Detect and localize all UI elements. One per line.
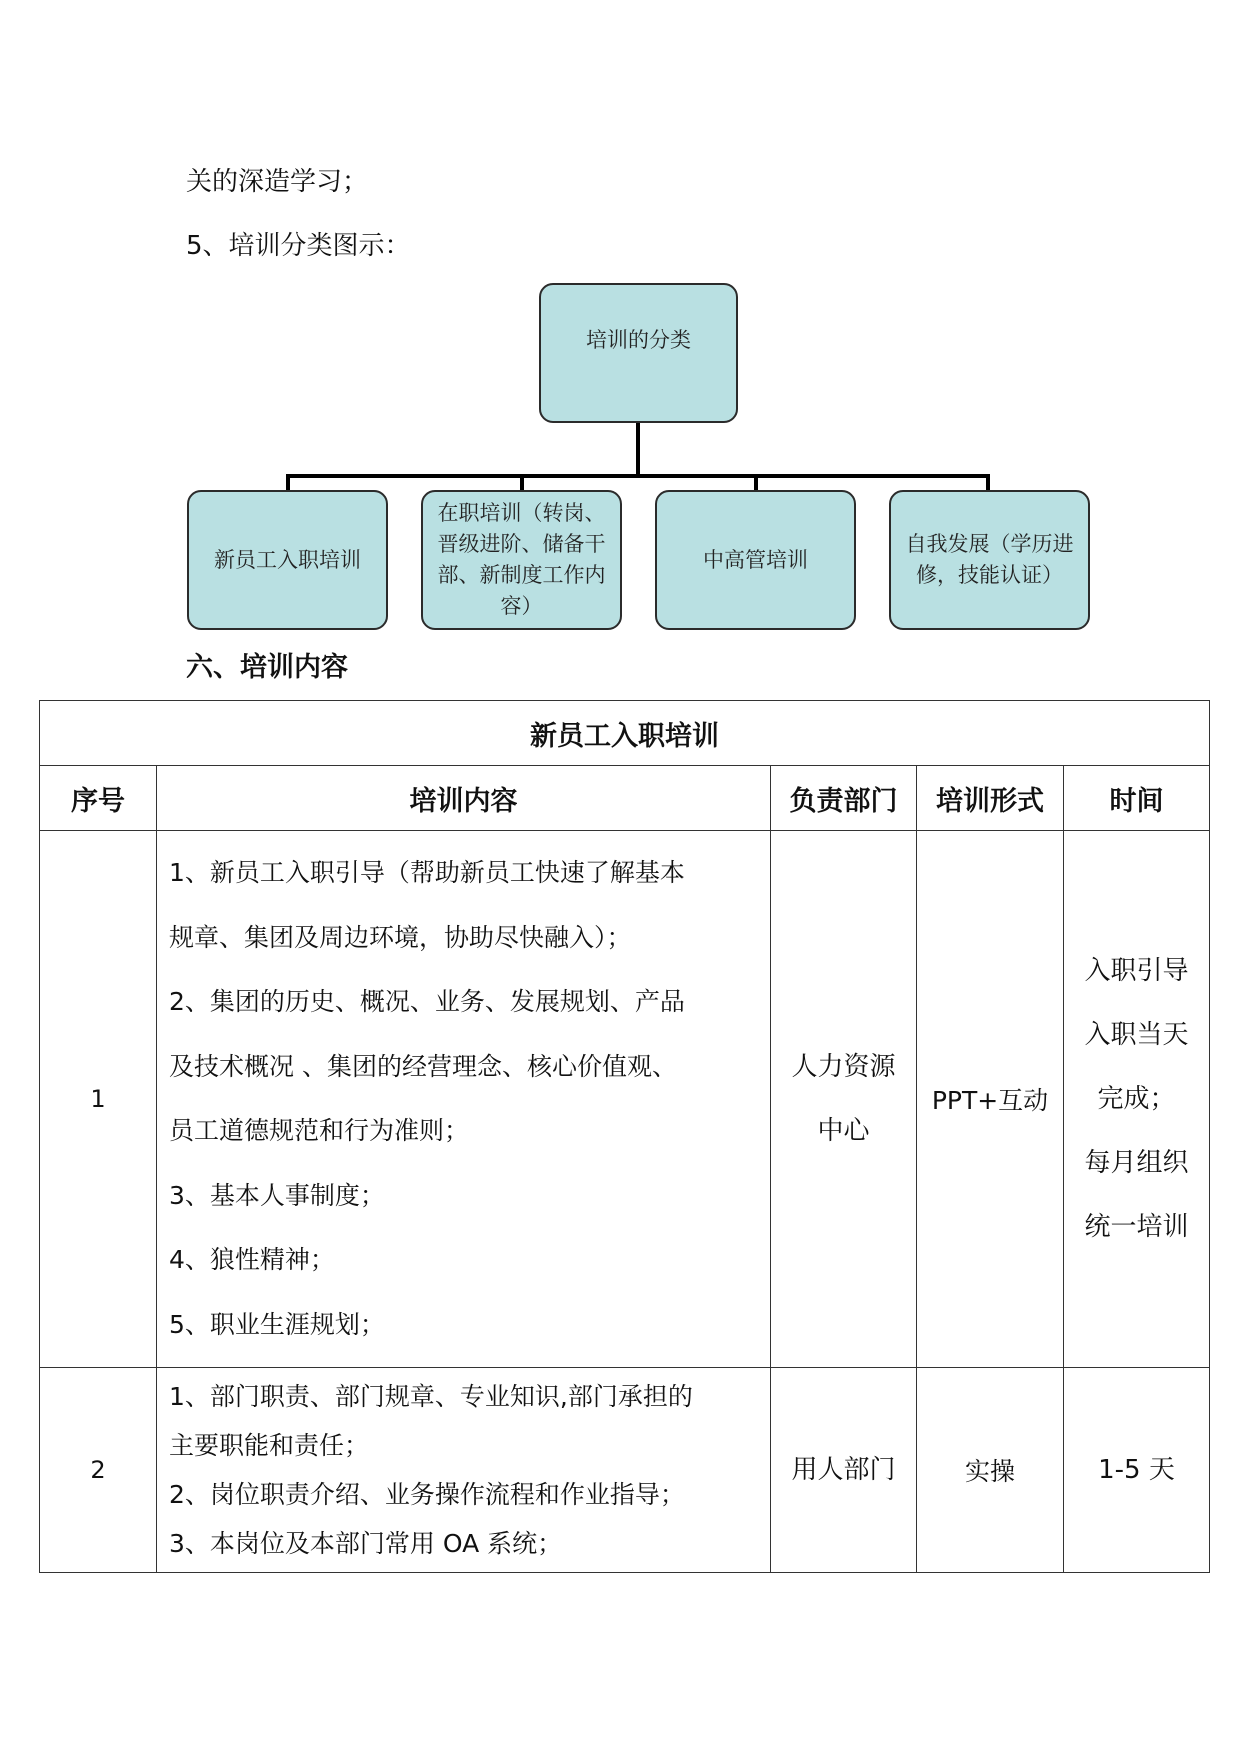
training-content-table bbox=[39, 700, 1210, 1573]
diagram-intro-line: 5、培训分类图示： bbox=[186, 231, 411, 261]
table-row bbox=[40, 1368, 1210, 1573]
intro-paragraph-line: 关的深造学习； bbox=[186, 167, 369, 197]
department-line: 用人部门 bbox=[791, 1455, 896, 1485]
node-text-line: 容） bbox=[500, 594, 543, 618]
row-time bbox=[1064, 831, 1210, 1368]
content-line: 4、狼性精神； bbox=[169, 1245, 335, 1274]
row-format: PPT+互动 bbox=[917, 831, 1064, 1368]
diagram-node-new-employee bbox=[187, 490, 388, 630]
content-line: 5、职业生涯规划； bbox=[169, 1309, 385, 1339]
header-department: 负责部门 bbox=[771, 766, 917, 831]
node-text-line: 部、新制度工作内 bbox=[437, 563, 606, 587]
node-text-line: 在职培训（转岗、 bbox=[437, 501, 606, 525]
content-line: 2、岗位职责介绍、业务操作流程和作业指导； bbox=[169, 1480, 685, 1509]
node-text-line: 中高管培训 bbox=[703, 547, 808, 572]
table-header-row bbox=[40, 766, 1210, 831]
node-text-line: 自我发展（学历进 bbox=[905, 532, 1074, 556]
node-text-line: 晋级进阶、储备干 bbox=[437, 532, 606, 556]
diagram-root-label: 培训的分类 bbox=[586, 328, 691, 352]
content-line: 1、新员工入职引导（帮助新员工快速了解基本 bbox=[169, 858, 685, 887]
time-line: 入职当天 bbox=[1084, 1020, 1189, 1050]
time-line: 完成； bbox=[1097, 1084, 1176, 1114]
header-number: 序号 bbox=[40, 766, 157, 831]
row-content bbox=[157, 1368, 771, 1573]
content-line: 1、部门职责、部门规章、专业知识,部门承担的 bbox=[169, 1382, 693, 1411]
content-line: 规章、集团及周边环境，协助尽快融入）； bbox=[169, 922, 632, 952]
row-department bbox=[771, 1368, 917, 1573]
content-line: 员工道德规范和行为准则； bbox=[169, 1116, 470, 1145]
content-line: 主要职能和责任； bbox=[169, 1431, 370, 1460]
row-number: 1 bbox=[40, 831, 157, 1368]
section-heading: 六、培训内容 bbox=[186, 652, 348, 683]
header-time: 时间 bbox=[1064, 766, 1210, 831]
table-caption-row bbox=[40, 701, 1210, 766]
row-content bbox=[157, 831, 771, 1368]
content-line: 及技术概况 、集团的经营理念、核心价值观、 bbox=[169, 1051, 677, 1081]
node-text-line: 新员工入职培训 bbox=[214, 547, 361, 572]
header-content: 培训内容 bbox=[157, 766, 771, 831]
time-line: 每月组织 bbox=[1084, 1148, 1189, 1178]
table-row bbox=[40, 831, 1210, 1368]
content-line: 3、基本人事制度； bbox=[169, 1180, 385, 1210]
row-time bbox=[1064, 1368, 1210, 1573]
time-line: 1-5 天 bbox=[1098, 1455, 1175, 1485]
diagram-node-management bbox=[655, 490, 856, 630]
time-line: 统一培训 bbox=[1084, 1212, 1189, 1242]
content-line: 2、集团的历史、概况、业务、发展规划、产品 bbox=[169, 987, 685, 1016]
diagram-node-on-job bbox=[421, 490, 622, 630]
row-department bbox=[771, 831, 917, 1368]
node-text-line: 修，技能认证） bbox=[916, 563, 1063, 587]
department-line: 中心 bbox=[817, 1116, 870, 1146]
table-caption: 新员工入职培训 bbox=[40, 701, 1210, 766]
content-line: 3、本岗位及本部门常用 OA 系统； bbox=[169, 1529, 563, 1558]
time-line: 入职引导 bbox=[1084, 956, 1189, 986]
header-format: 培训形式 bbox=[917, 766, 1064, 831]
diagram-root-node bbox=[539, 283, 738, 423]
department-line: 人力资源 bbox=[791, 1052, 896, 1082]
row-number: 2 bbox=[40, 1368, 157, 1573]
diagram-node-self-development bbox=[889, 490, 1090, 630]
row-format: 实操 bbox=[917, 1368, 1064, 1573]
